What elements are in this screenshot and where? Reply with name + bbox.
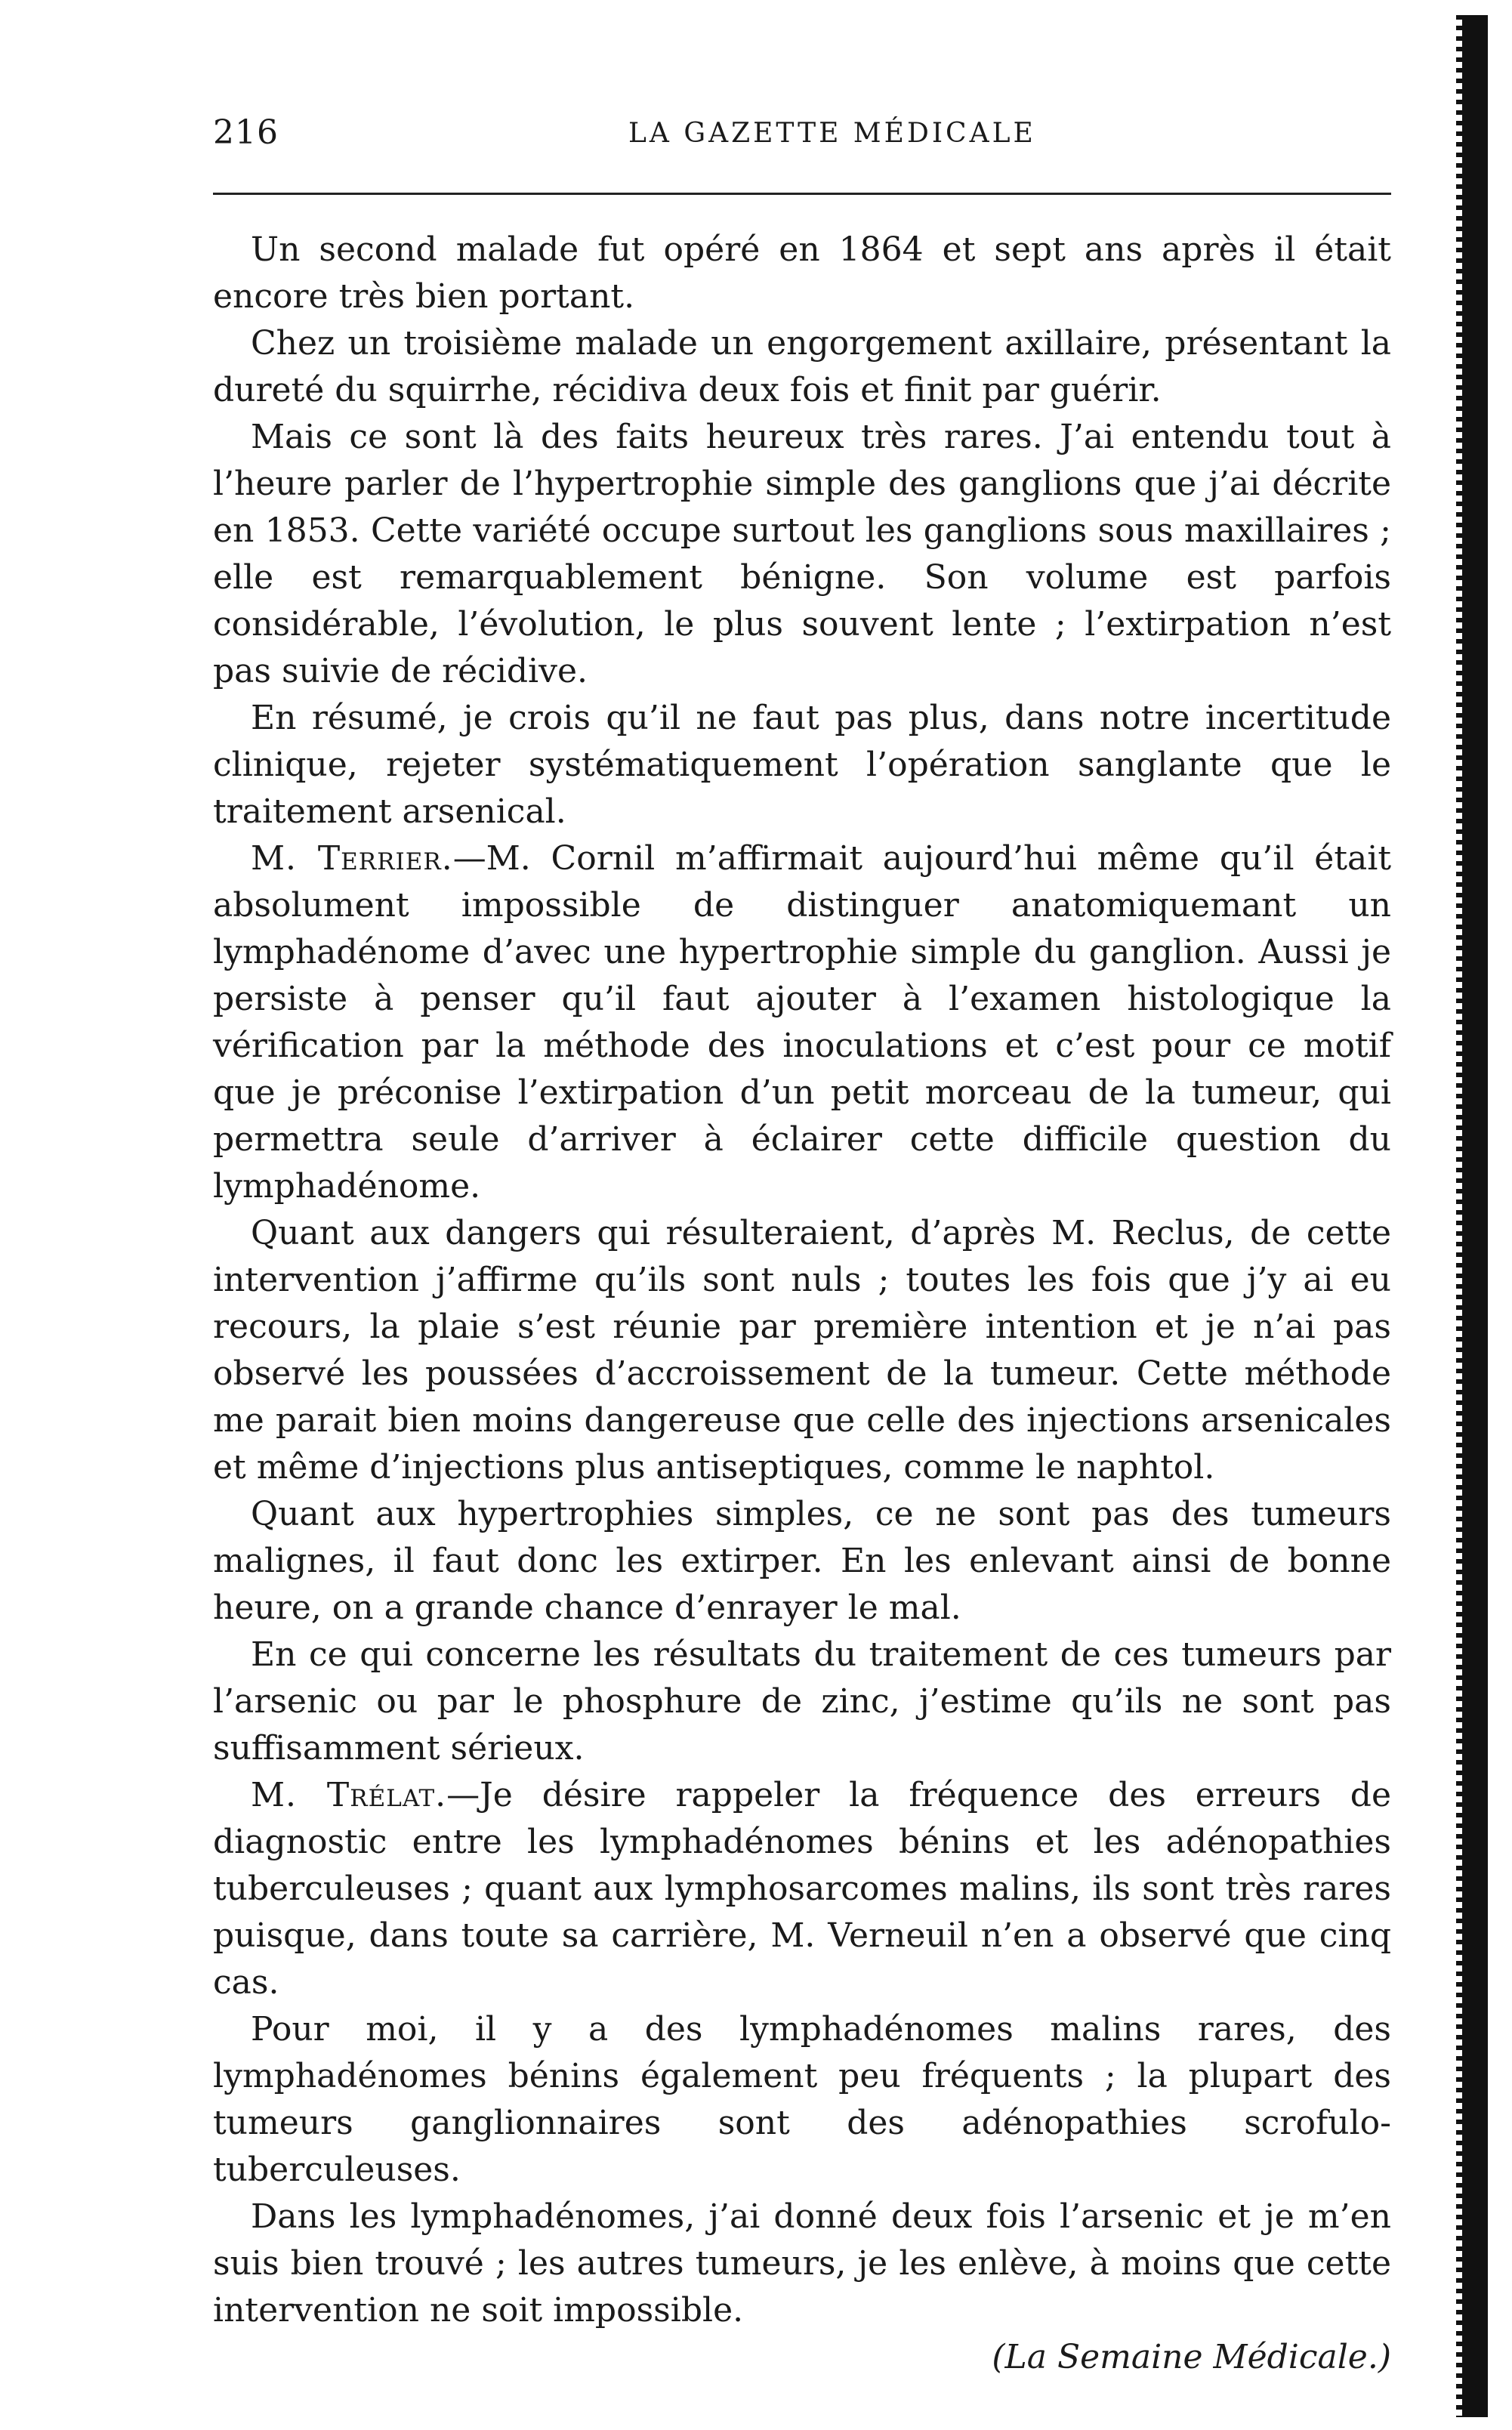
paragraph: Chez un troisième malade un engorgement axillaire, présentant la dureté du squirrhe, récidiva deux fois et finit par guérir. [213,324,1391,409]
paragraph: Mais ce sont là des faits heureux très rares. J’ai entendu tout à l’heure parler de l’hypertrophie simple des ganglions que j’ai décrite en 1853. Cette variété occupe surtout les ganglions sous maxillaires ; elle est remarquablement bénigne. Son volume est parfois considérable, l’évolution, le plus souvent lente ; l’extirpation n’est pas suivie de récidive. [213,418,1391,690]
paragraph: Quant aux dangers qui résulteraient, d’après M. Reclus, de cette intervention j’affirme qu’ils sont nuls ; toutes les fois que j’y ai eu recours, la plaie s’est réunie par première intention et je n’ai pas observé les poussées d’accroissement de la tumeur. Cette méthode me parait bien moins dangereuse que celle des injections arsenicales et même d’injections plus antiseptiques, comme le naphtol. [213,1214,1391,1487]
speech-text: —Je désire rappeler la fréquence des erreurs de diagnostic entre les lymphadénomes bénins et les adénopathies tuberculeuses ; quant aux lymphosarcomes malins, ils sont très rares puisque, dans toute sa carrière, M. Verneuil n’en a observé que cinq cas. [213,1776,1391,2002]
paragraph: Un second malade fut opéré en 1864 et sept ans après il était encore très bien portant. [213,230,1391,316]
page-header [213,113,1391,166]
paragraph: En résumé, je crois qu’il ne faut pas plus, dans notre incertitude clinique, rejeter systématiquement l’opération sanglante que le traitement arsenical. [213,699,1391,831]
binding-edge [1462,15,1488,2417]
speaker-name: M. Trélat. [251,1776,447,1814]
speech-trelat [213,1772,1391,2006]
running-title: LA GAZETTE MÉDICALE [628,118,1036,149]
article-body [213,227,1392,2376]
speaker-name: M. Terrier. [251,839,453,878]
speech-text: —M. Cornil m’affirmait aujourd’hui même qu’il était absolument impossible de distinguer anatomiquemant un lymphadénome d’avec une hypertrophie simple du ganglion. Aussi je persiste à penser qu’il faut ajouter à l’examen histologique la vérification par la méthode des inoculations et c’est pour ce motif que je préconise l’extirpation d’un petit morceau de la tumeur, qui permettra seule d’arriver à éclairer cette difficile question du lymphadénome. [213,839,1392,1206]
paragraph [213,2194,1391,2376]
speech-terrier [213,835,1391,1210]
page-number: 216 [213,113,279,152]
paragraph: Pour moi, il y a des lymphadénomes malins rares, des lymphadénomes bénins également peu fréquents ; la plupart des tumeurs ganglionnaires sont des adénopathies scrofulo-tuberculeuses. [213,2010,1391,2189]
paragraph: En ce qui concerne les résultats du traitement de ces tumeurs par l’arsenic ou par le phosphure de zinc, j’estime qu’ils ne sont pas suffisamment sérieux. [213,1635,1391,1768]
source-citation: (La Semaine Médicale.) [992,2338,1391,2376]
final-paragraph-text: Dans les lymphadénomes, j’ai donné deux fois l’arsenic et je m’en suis bien trouvé ; les autres tumeurs, je les enlève, à moins que cette intervention ne soit impossible. [213,2197,1391,2330]
paragraph: Quant aux hypertrophies simples, ce ne sont pas des tumeurs malignes, il faut donc les extirper. En les enlevant ainsi de bonne heure, on a grande chance d’enrayer le mal. [213,1495,1391,1627]
header-rule [213,193,1391,195]
